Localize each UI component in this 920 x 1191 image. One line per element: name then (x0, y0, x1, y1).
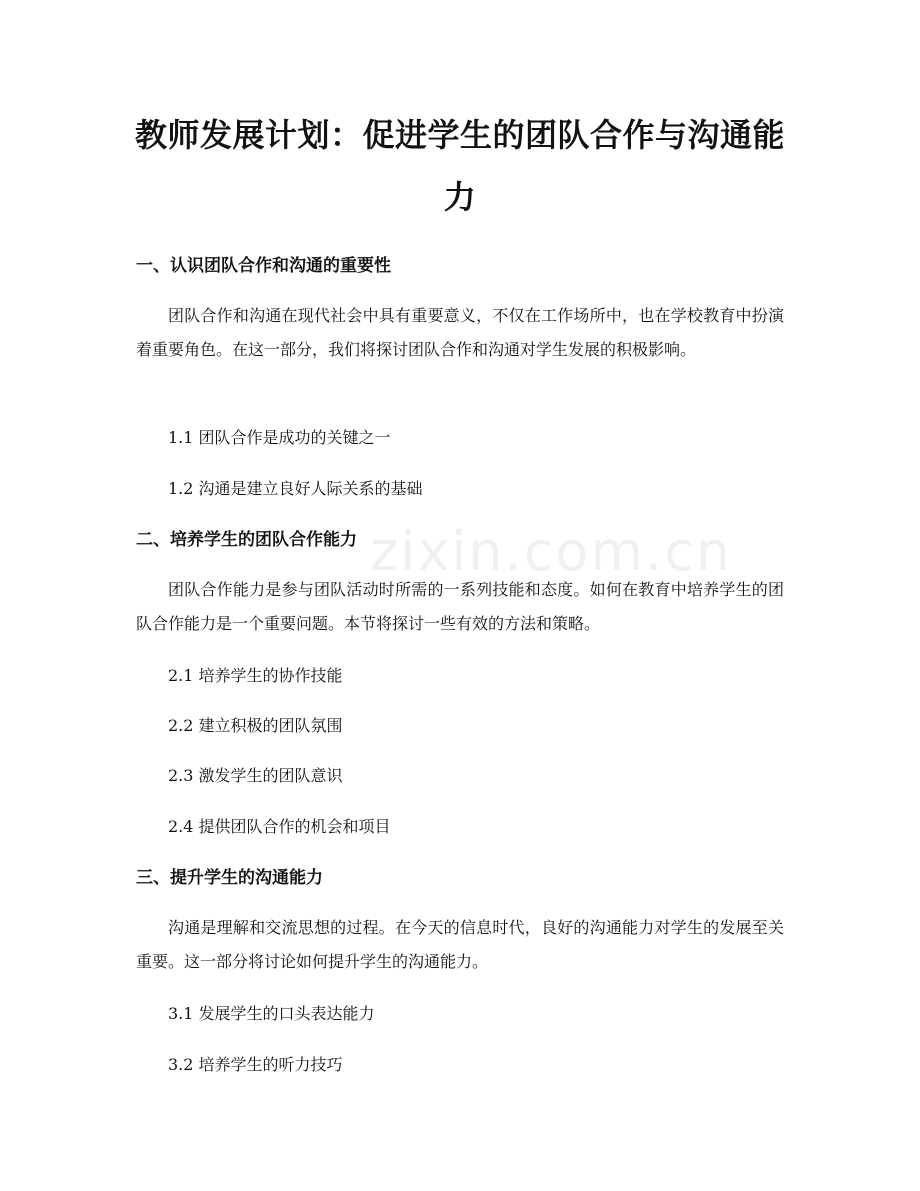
subsection-1-1: 1.1 团队合作是成功的关键之一 (168, 428, 391, 447)
subsection-2-1: 2.1 培养学生的协作技能 (168, 666, 343, 685)
subsection-2-4: 2.4 提供团队合作的机会和项目 (168, 817, 391, 836)
document-title: 教师发展计划：促进学生的团队合作与沟通能力 (134, 116, 785, 216)
subsection-3-2: 3.2 培养学生的听力技巧 (168, 1055, 343, 1074)
section-heading-3: 三、提升学生的沟通能力 (136, 868, 323, 888)
section-paragraph-3: 沟通是理解和交流思想的过程。在今天的信息时代，良好的沟通能力对学生的发展至关重要。这一部分将讨论如何提升学生的沟通能力。 (136, 918, 784, 971)
subsection-2-2: 2.2 建立积极的团队氛围 (168, 716, 343, 735)
section-paragraph-2: 团队合作能力是参与团队活动时所需的一系列技能和态度。如何在教育中培养学生的团队合作能力是一个重要问题。本节将探讨一些有效的方法和策略。 (136, 580, 784, 633)
subsection-3-1: 3.1 发展学生的口头表达能力 (168, 1004, 375, 1023)
section-paragraph-1: 团队合作和沟通在现代社会中具有重要意义，不仅在工作场所中，也在学校教育中扮演着重要角色。在这一部分，我们将探讨团队合作和沟通对学生发展的积极影响。 (136, 306, 784, 359)
section-heading-2: 二、培养学生的团队合作能力 (136, 530, 357, 550)
subsection-2-3: 2.3 激发学生的团队意识 (168, 766, 343, 785)
section-heading-1: 一、认识团队合作和沟通的重要性 (136, 256, 391, 276)
subsection-1-2: 1.2 沟通是建立良好人际关系的基础 (168, 479, 423, 498)
watermark: zixin.com.cn (370, 520, 733, 583)
